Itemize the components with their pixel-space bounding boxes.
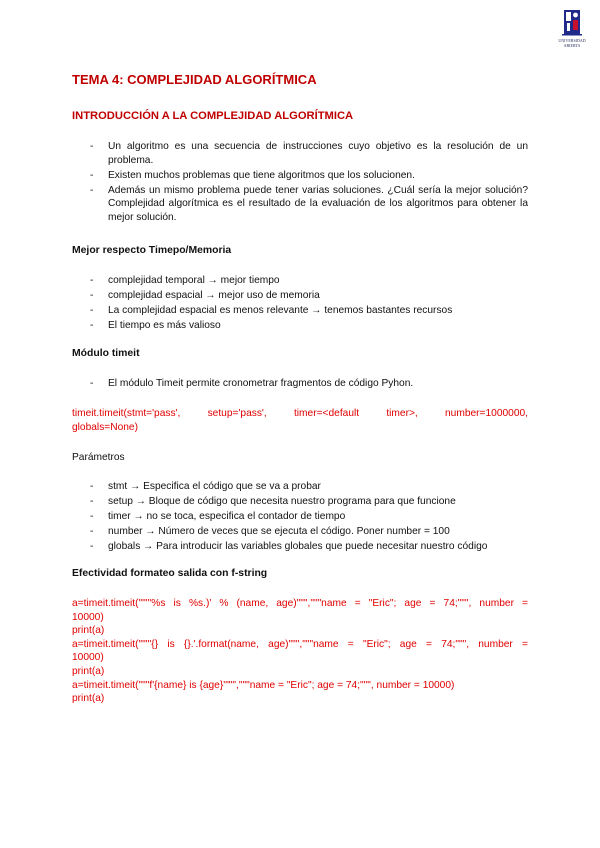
memory-list [72,274,452,334]
dash-bullet: - [90,290,94,301]
list-item-text: timer → no se toca, especifica el contador de tiempo [108,511,346,522]
list-item [72,289,452,303]
logo-line-2: ABIERTA [563,43,581,48]
list-item-text: number → Número de veces que se ejecuta el código. Poner number = 100 [108,526,450,537]
code-line: 10000) [72,611,104,623]
dash-bullet: - [90,275,94,286]
list-item [72,169,528,183]
list-item [72,495,487,509]
list-item-text: El módulo Timeit permite cronometrar fragmentos de código Pyhon. [108,378,414,389]
list-item [72,510,487,524]
code-line: print(a) [72,693,105,705]
list-item [72,525,487,539]
list-item [72,184,528,225]
timeit-signature-code [72,407,528,434]
code-line: a=timeit.timeit("""'{} is {}.'.format(name, age)""","""name = "Eric"; age = 74;""", number = [72,638,528,650]
list-item [72,140,528,167]
memory-heading: Mejor respecto Timepo/Memoria [72,245,232,256]
list-item [72,319,452,333]
dash-bullet: - [90,541,94,552]
fstring-heading: Efectividad formateo salida con f-string [72,568,268,579]
code-line: globals=None) [72,421,138,433]
code-line: a=timeit.timeit("""f'{name} is {age}'""","""name = "Eric"; age = 74;""", number = 10000) [72,679,455,691]
dash-bullet: - [90,511,94,522]
dash-bullet: - [90,141,94,152]
dash-bullet: - [90,496,94,507]
list-item-text: complejidad espacial → mejor uso de memoria [108,290,320,301]
params-label: Parámetros [72,452,125,463]
list-item-text: complejidad temporal → mejor tiempo [108,275,280,286]
page-title: TEMA 4: COMPLEJIDAD ALGORÍTMICA [72,72,317,87]
university-logo [552,8,592,48]
list-item [72,274,452,288]
dash-bullet: - [90,305,94,316]
code-line: a=timeit.timeit("""'%s is %s.)' % (name, age)""","""name = "Eric"; age = 74;""", number = [72,598,528,609]
list-item-text: Un algoritmo es una secuencia de instrucciones cuyo objetivo es la resolución de un problema. [108,141,528,166]
fstring-code-block [72,597,528,706]
section-subtitle: INTRODUCCIÓN A LA COMPLEJIDAD ALGORÍTMICA [72,110,354,122]
timeit-heading: Módulo timeit [72,348,140,359]
list-item-text: stmt → Especifica el código que se va a probar [108,481,321,492]
list-item [72,377,413,391]
dash-bullet: - [90,526,94,537]
logo-emblem-icon [552,8,592,38]
list-item [72,304,452,318]
code-line: print(a) [72,625,105,637]
params-list [72,480,487,555]
logo-line-1: UNIVERSIDAD [558,38,586,43]
list-item [72,540,487,554]
dash-bullet: - [90,378,94,389]
code-line: print(a) [72,665,105,677]
list-item-text: setup → Bloque de código que necesita nuestro programa para que funcione [108,496,456,507]
dash-bullet: - [90,320,94,331]
list-item-text: La complejidad espacial es menos relevante → tenemos bastantes recursos [108,305,453,316]
list-item-text: Además un mismo problema puede tener varias soluciones. ¿Cuál sería la mejor solución? Complejidad algorítmica es el resultado de la evaluación de los algoritmos para obtener la mejor solución. [108,184,528,223]
intro-list [72,140,528,226]
timeit-list [72,377,413,392]
code-line: timeit.timeit(stmt='pass', setup='pass', timer=<default timer>, number=1000000, [72,408,528,419]
list-item-text: globals → Para introducir las variables globales que puede necesitar nuestro código [108,541,488,552]
dash-bullet: - [90,184,94,196]
logo-text [552,38,592,48]
list-item-text: Existen muchos problemas que tiene algoritmos que los solucionen. [108,169,415,181]
dash-bullet: - [90,169,94,181]
code-line: 10000) [72,652,104,664]
list-item-text: El tiempo es más valioso [108,320,221,331]
list-item [72,480,487,494]
dash-bullet: - [90,481,94,492]
